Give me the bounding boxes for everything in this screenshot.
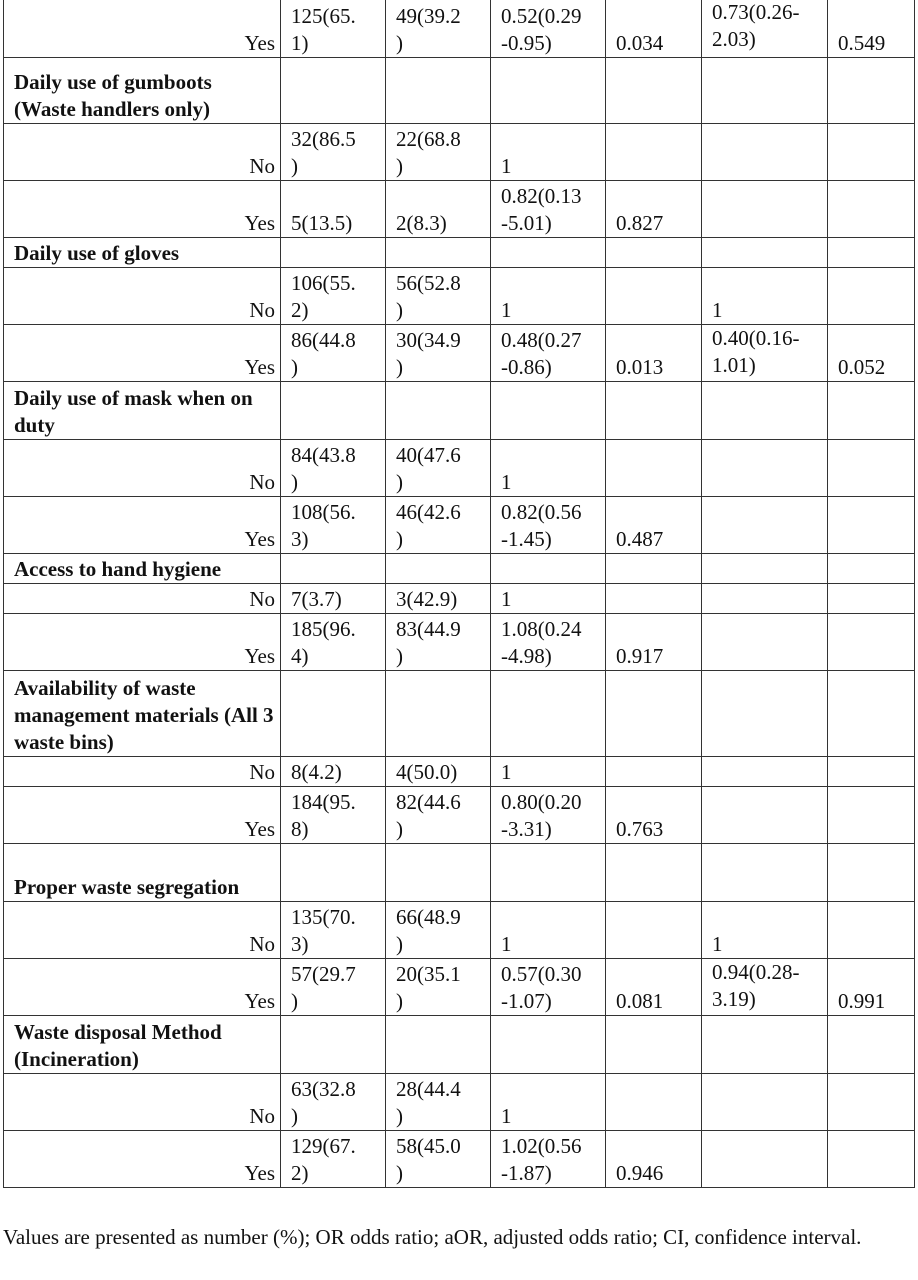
cell-line: 1): [291, 31, 309, 55]
adjusted-p-value-cell: [828, 757, 915, 787]
cell-line: 1: [501, 587, 512, 611]
cell-line: 20(35.1: [396, 962, 461, 986]
or-ci-cell: [491, 902, 606, 959]
outcome-count-cell: [386, 584, 491, 614]
aor-ci-cell: [702, 614, 828, 671]
empty-cell: [606, 844, 702, 902]
cell-line: -0.86): [501, 355, 552, 379]
empty-cell: [702, 554, 828, 584]
section-header-row: [4, 382, 915, 440]
or-ci-cell: [491, 325, 606, 382]
cell-line: 5(13.5): [291, 211, 353, 235]
empty-cell: [606, 1016, 702, 1074]
cell-line: 83(44.9: [396, 617, 461, 641]
empty-cell: [386, 671, 491, 757]
or-ci-cell: [491, 959, 606, 1016]
section-header-row: [4, 58, 915, 124]
table-row: [4, 0, 915, 58]
section-label: Daily use of mask when on duty: [4, 382, 281, 440]
cell-line: 1: [501, 760, 512, 784]
cell-line: 0.94(0.28-: [712, 960, 800, 984]
cell-line: 106(55.: [291, 271, 356, 295]
section-label: Daily use of gloves: [4, 238, 281, 268]
cell-line: 1.08(0.24: [501, 617, 582, 641]
table-row: [4, 440, 915, 497]
aor-ci-cell: [702, 0, 828, 58]
cell-line: 49(39.2: [396, 4, 461, 28]
outcome-count-cell: [386, 1074, 491, 1131]
cell-line: 1: [501, 470, 512, 494]
section-header-row: [4, 671, 915, 757]
empty-cell: [386, 844, 491, 902]
case-count-cell: [281, 124, 386, 181]
empty-cell: [606, 554, 702, 584]
case-count-cell: [281, 268, 386, 325]
cell-line: 57(29.7: [291, 962, 356, 986]
cell-line: 0.73(0.26-: [712, 0, 800, 24]
cell-line: -1.87): [501, 1161, 552, 1185]
adjusted-p-value-cell: 0.549: [828, 0, 915, 58]
case-count-cell: [281, 757, 386, 787]
section-header-row: [4, 1016, 915, 1074]
cell-line: 0.48(0.27: [501, 328, 582, 352]
empty-cell: [828, 554, 915, 584]
level-cell: Yes: [4, 787, 281, 844]
outcome-count-cell: [386, 181, 491, 238]
cell-line: ): [291, 989, 298, 1013]
outcome-count-cell: [386, 440, 491, 497]
adjusted-p-value-cell: [828, 1131, 915, 1188]
aor-ci-cell: [702, 181, 828, 238]
cell-line: 30(34.9: [396, 328, 461, 352]
level-cell: Yes: [4, 497, 281, 554]
empty-cell: [281, 238, 386, 268]
p-value-cell: 0.946: [606, 1131, 702, 1188]
adjusted-p-value-cell: [828, 497, 915, 554]
table-row: [4, 787, 915, 844]
empty-cell: [386, 554, 491, 584]
aor-ci-cell: [702, 1131, 828, 1188]
cell-line: ): [291, 355, 298, 379]
case-count-cell: [281, 1131, 386, 1188]
empty-cell: [828, 844, 915, 902]
cell-line: 184(95.: [291, 790, 356, 814]
cell-line: 1: [712, 298, 723, 322]
cell-line: ): [396, 817, 403, 841]
adjusted-p-value-cell: [828, 440, 915, 497]
cell-line: 2(8.3): [396, 211, 447, 235]
cell-line: ): [396, 154, 403, 178]
aor-ci-cell: [702, 497, 828, 554]
outcome-count-cell: [386, 268, 491, 325]
adjusted-p-value-cell: [828, 268, 915, 325]
cell-line: 0.80(0.20: [501, 790, 582, 814]
p-value-cell: 0.081: [606, 959, 702, 1016]
or-ci-cell: [491, 584, 606, 614]
cell-line: ): [396, 1104, 403, 1128]
outcome-count-cell: [386, 124, 491, 181]
outcome-count-cell: [386, 902, 491, 959]
cell-line: 66(48.9: [396, 905, 461, 929]
level-cell: Yes: [4, 614, 281, 671]
outcome-count-cell: [386, 0, 491, 58]
adjusted-p-value-cell: [828, 787, 915, 844]
cell-line: 58(45.0: [396, 1134, 461, 1158]
cell-line: 28(44.4: [396, 1077, 461, 1101]
or-ci-cell: [491, 1131, 606, 1188]
aor-ci-cell: [702, 787, 828, 844]
table-row: [4, 757, 915, 787]
empty-cell: [828, 671, 915, 757]
cell-line: ): [291, 1104, 298, 1128]
or-ci-cell: [491, 0, 606, 58]
table-row: [4, 1131, 915, 1188]
section-header-row: [4, 554, 915, 584]
cell-line: 1: [501, 1104, 512, 1128]
cell-line: 3(42.9): [396, 587, 458, 611]
section-header-row: [4, 238, 915, 268]
level-cell: No: [4, 902, 281, 959]
cell-line: 129(67.: [291, 1134, 356, 1158]
section-label: Daily use of gumboots (Waste handlers only): [4, 58, 281, 124]
outcome-count-cell: [386, 787, 491, 844]
outcome-count-cell: [386, 325, 491, 382]
p-value-cell: [606, 440, 702, 497]
empty-cell: [281, 58, 386, 124]
case-count-cell: [281, 584, 386, 614]
adjusted-p-value-cell: 0.052: [828, 325, 915, 382]
cell-line: 56(52.8: [396, 271, 461, 295]
level-cell: Yes: [4, 0, 281, 58]
cell-line: 185(96.: [291, 617, 356, 641]
cell-line: 8): [291, 817, 309, 841]
section-label: Waste disposal Method (Incineration): [4, 1016, 281, 1074]
adjusted-p-value-cell: 0.991: [828, 959, 915, 1016]
level-cell: No: [4, 124, 281, 181]
cell-line: -3.31): [501, 817, 552, 841]
empty-cell: [491, 671, 606, 757]
case-count-cell: [281, 497, 386, 554]
cell-line: ): [396, 644, 403, 668]
case-count-cell: [281, 440, 386, 497]
table-row: [4, 584, 915, 614]
outcome-count-cell: [386, 614, 491, 671]
empty-cell: [491, 1016, 606, 1074]
level-cell: No: [4, 757, 281, 787]
cell-line: ): [291, 154, 298, 178]
p-value-cell: [606, 268, 702, 325]
cell-line: 32(86.5: [291, 127, 356, 151]
empty-cell: [702, 238, 828, 268]
cell-line: 0.52(0.29: [501, 4, 582, 28]
p-value-cell: 0.917: [606, 614, 702, 671]
case-count-cell: [281, 1074, 386, 1131]
cell-line: 1: [501, 932, 512, 956]
table-row: [4, 181, 915, 238]
p-value-cell: [606, 124, 702, 181]
cell-line: 4): [291, 644, 309, 668]
cell-line: 84(43.8: [291, 443, 356, 467]
empty-cell: [281, 844, 386, 902]
cell-line: 1: [712, 932, 723, 956]
empty-cell: [491, 58, 606, 124]
aor-ci-cell: [702, 1074, 828, 1131]
p-value-cell: [606, 584, 702, 614]
cell-line: 2.03): [712, 27, 756, 51]
case-count-cell: [281, 325, 386, 382]
empty-cell: [386, 1016, 491, 1074]
cell-line: ): [291, 470, 298, 494]
table-row: [4, 614, 915, 671]
table-footnote: Values are presented as number (%); OR odds ratio; aOR, adjusted odds ratio; CI, confidence interval.: [3, 1225, 862, 1249]
cell-line: ): [396, 932, 403, 956]
cell-line: 0.40(0.16-: [712, 326, 800, 350]
empty-cell: [281, 1016, 386, 1074]
cell-line: -1.45): [501, 527, 552, 551]
table-row: [4, 325, 915, 382]
empty-cell: [281, 671, 386, 757]
aor-ci-cell: [702, 325, 828, 382]
level-cell: No: [4, 1074, 281, 1131]
cell-line: ): [396, 355, 403, 379]
empty-cell: [702, 844, 828, 902]
p-value-cell: [606, 902, 702, 959]
cell-line: 82(44.6: [396, 790, 461, 814]
aor-ci-cell: [702, 959, 828, 1016]
empty-cell: [281, 554, 386, 584]
empty-cell: [606, 238, 702, 268]
cell-line: 22(68.8: [396, 127, 461, 151]
p-value-cell: [606, 757, 702, 787]
cell-line: -1.07): [501, 989, 552, 1013]
case-count-cell: [281, 614, 386, 671]
cell-line: 1: [501, 298, 512, 322]
cell-line: 63(32.8: [291, 1077, 356, 1101]
table-row: [4, 1074, 915, 1131]
outcome-count-cell: [386, 959, 491, 1016]
cell-line: 3.19): [712, 987, 756, 1011]
cell-line: 0.57(0.30: [501, 962, 582, 986]
empty-cell: [702, 382, 828, 440]
cell-line: 3): [291, 932, 309, 956]
empty-cell: [491, 238, 606, 268]
cell-line: 2): [291, 1161, 309, 1185]
cell-line: 135(70.: [291, 905, 356, 929]
table-row: [4, 124, 915, 181]
table-row: [4, 268, 915, 325]
cell-line: 125(65.: [291, 4, 356, 28]
level-cell: No: [4, 584, 281, 614]
results-table: [3, 0, 915, 1188]
cell-line: 1: [501, 154, 512, 178]
adjusted-p-value-cell: [828, 584, 915, 614]
case-count-cell: [281, 0, 386, 58]
level-cell: No: [4, 440, 281, 497]
cell-line: ): [396, 989, 403, 1013]
outcome-count-cell: [386, 497, 491, 554]
p-value-cell: 0.487: [606, 497, 702, 554]
cell-line: ): [396, 470, 403, 494]
aor-ci-cell: [702, 902, 828, 959]
cell-line: 46(42.6: [396, 500, 461, 524]
empty-cell: [702, 58, 828, 124]
cell-line: 4(50.0): [396, 760, 458, 784]
cell-line: 2): [291, 298, 309, 322]
cell-line: 86(44.8: [291, 328, 356, 352]
table-body: [4, 0, 915, 1188]
table-row: [4, 959, 915, 1016]
empty-cell: [386, 238, 491, 268]
empty-cell: [702, 1016, 828, 1074]
empty-cell: [386, 382, 491, 440]
p-value-cell: 0.763: [606, 787, 702, 844]
cell-line: 3): [291, 527, 309, 551]
empty-cell: [386, 58, 491, 124]
case-count-cell: [281, 902, 386, 959]
or-ci-cell: [491, 787, 606, 844]
p-value-cell: 0.013: [606, 325, 702, 382]
table-row: [4, 902, 915, 959]
section-label: Access to hand hygiene: [4, 554, 281, 584]
case-count-cell: [281, 787, 386, 844]
empty-cell: [491, 554, 606, 584]
adjusted-p-value-cell: [828, 614, 915, 671]
aor-ci-cell: [702, 757, 828, 787]
case-count-cell: [281, 181, 386, 238]
cell-line: 108(56.: [291, 500, 356, 524]
or-ci-cell: [491, 268, 606, 325]
or-ci-cell: [491, 614, 606, 671]
level-cell: Yes: [4, 959, 281, 1016]
aor-ci-cell: [702, 584, 828, 614]
adjusted-p-value-cell: [828, 902, 915, 959]
p-value-cell: [606, 1074, 702, 1131]
or-ci-cell: [491, 497, 606, 554]
empty-cell: [828, 1016, 915, 1074]
empty-cell: [281, 382, 386, 440]
cell-line: 40(47.6: [396, 443, 461, 467]
aor-ci-cell: [702, 124, 828, 181]
cell-line: -5.01): [501, 211, 552, 235]
section-header-row: [4, 844, 915, 902]
adjusted-p-value-cell: [828, 1074, 915, 1131]
empty-cell: [491, 844, 606, 902]
cell-line: ): [396, 1161, 403, 1185]
cell-line: ): [396, 31, 403, 55]
level-cell: No: [4, 268, 281, 325]
empty-cell: [828, 58, 915, 124]
case-count-cell: [281, 959, 386, 1016]
p-value-cell: 0.034: [606, 0, 702, 58]
empty-cell: [702, 671, 828, 757]
or-ci-cell: [491, 181, 606, 238]
cell-line: 0.82(0.13: [501, 184, 582, 208]
empty-cell: [491, 382, 606, 440]
cell-line: ): [396, 527, 403, 551]
outcome-count-cell: [386, 757, 491, 787]
or-ci-cell: [491, 440, 606, 497]
level-cell: Yes: [4, 181, 281, 238]
adjusted-p-value-cell: [828, 124, 915, 181]
p-value-cell: 0.827: [606, 181, 702, 238]
cell-line: -0.95): [501, 31, 552, 55]
empty-cell: [606, 382, 702, 440]
section-label: Availability of waste management materials (All 3 waste bins): [4, 671, 281, 757]
cell-line: 8(4.2): [291, 760, 342, 784]
cell-line: 1.02(0.56: [501, 1134, 582, 1158]
empty-cell: [606, 671, 702, 757]
aor-ci-cell: [702, 440, 828, 497]
or-ci-cell: [491, 757, 606, 787]
level-cell: Yes: [4, 325, 281, 382]
empty-cell: [828, 382, 915, 440]
table-row: [4, 497, 915, 554]
aor-ci-cell: [702, 268, 828, 325]
or-ci-cell: [491, 1074, 606, 1131]
cell-line: 1.01): [712, 353, 756, 377]
empty-cell: [828, 238, 915, 268]
cell-line: 0.82(0.56: [501, 500, 582, 524]
adjusted-p-value-cell: [828, 181, 915, 238]
cell-line: 7(3.7): [291, 587, 342, 611]
cell-line: -4.98): [501, 644, 552, 668]
level-cell: Yes: [4, 1131, 281, 1188]
cell-line: ): [396, 298, 403, 322]
outcome-count-cell: [386, 1131, 491, 1188]
empty-cell: [606, 58, 702, 124]
or-ci-cell: [491, 124, 606, 181]
section-label: Proper waste segregation: [4, 844, 281, 902]
